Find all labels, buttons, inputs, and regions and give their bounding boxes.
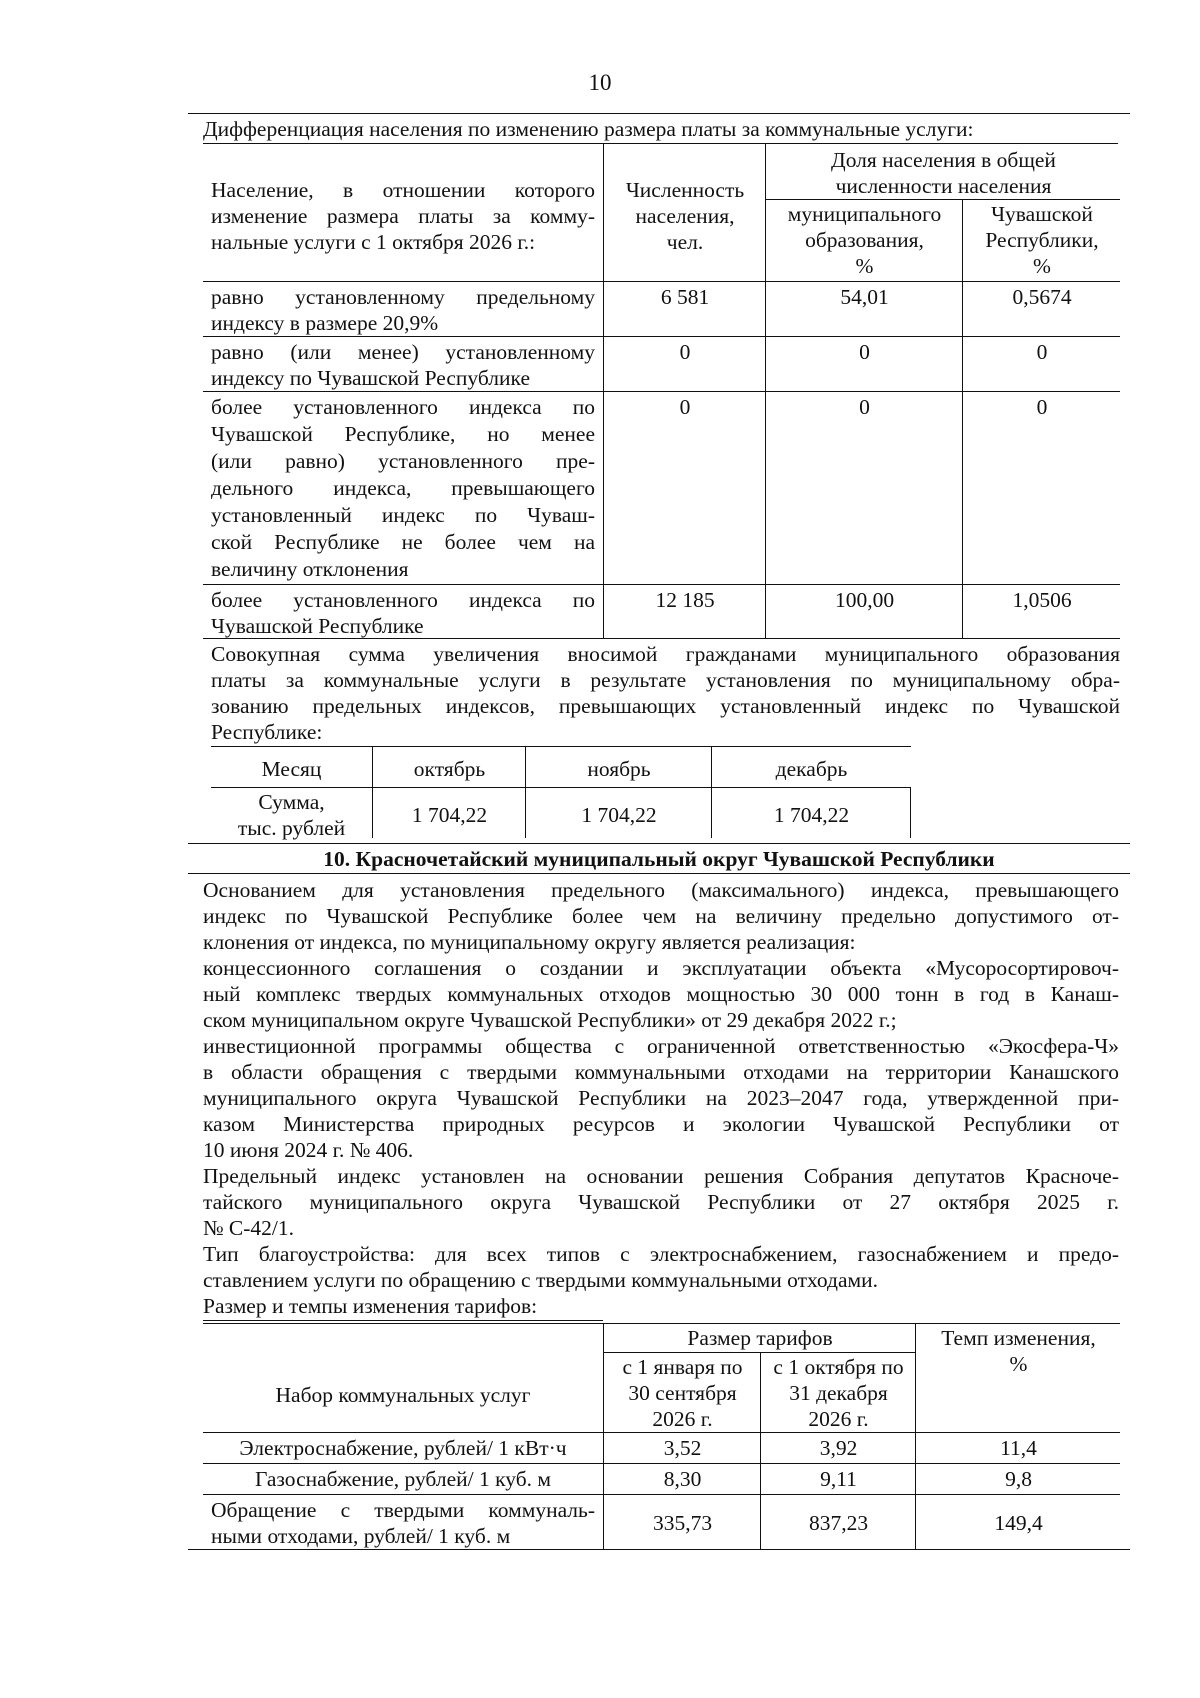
table1-row-chr: 0 <box>1036 395 1048 419</box>
table1-head-count-3: чел. <box>666 230 704 254</box>
table2-sum: 1 704,22 <box>581 803 657 827</box>
section-heading: 10. Красночетайский муниципальный округ Чувашской Республики <box>323 847 995 871</box>
table1-head-mun-3: % <box>855 254 874 278</box>
table1-row-mun: 0 <box>859 340 870 364</box>
table3-top-rule <box>203 1323 1120 1324</box>
table1-row-chr: 0,5674 <box>1012 285 1072 309</box>
table3-row-p2: 3,92 <box>819 1436 858 1460</box>
table3-head-period1: 30 сентября <box>628 1381 737 1405</box>
table1-row-label: равно установленному предельному <box>211 285 595 309</box>
body-line: Предельный индекс установлен на основании решения Собрания депутатов Красноче- <box>203 1164 1119 1188</box>
table1-row-chr: 1,0506 <box>1012 588 1072 612</box>
body-line: Тип благоустройства: для всех типов с электроснабжением, газоснабжением и предо- <box>203 1242 1119 1266</box>
body-line: индекс по Чувашской Республике более чем на величину предельно допустимого от- <box>203 904 1119 928</box>
table1-row-rule <box>203 584 1120 585</box>
table1-row-label: ской Республике не более чем на <box>211 530 595 554</box>
table3-row-label: ными отходами, рублей/ 1 куб. м <box>211 1524 511 1548</box>
body-line: ставлением услуги по обращению с твердыми коммунальными отходами. <box>203 1268 879 1292</box>
total-text-line: Республике: <box>211 720 323 744</box>
table3-col-rule <box>760 1352 761 1549</box>
body-line: муниципального округа Чувашской Республики на 2023–2047 года, утвержденной при- <box>203 1086 1119 1110</box>
table3-head-period1: 2026 г. <box>652 1407 713 1431</box>
body-line: инвестиционной программы общества с ограниченной ответственностью «Экосфера-Ч» <box>203 1034 1119 1058</box>
table1-row-count: 12 185 <box>655 588 715 612</box>
table2-sum-label: Сумма, <box>258 790 325 814</box>
table3-col-rule <box>603 1323 604 1549</box>
table1-head-share-1: Доля населения в общей <box>831 148 1056 172</box>
table3-bottom-rule <box>188 1549 1130 1550</box>
table2-month: ноябрь <box>587 757 651 781</box>
table2-col-rule <box>910 787 911 838</box>
table2-top-rule <box>211 746 911 747</box>
body-line: тайского муниципального округа Чувашской Республики от 27 октября 2025 г. <box>203 1190 1119 1214</box>
table1-row-label: Чувашской Республике, но менее <box>211 422 595 446</box>
table1-head-mun-1: муниципального <box>787 202 942 226</box>
table1-head-population-3: нальные услуги с 1 октября 2026 г.: <box>211 230 536 254</box>
table2-month: декабрь <box>775 757 848 781</box>
body-line: Размер и темпы изменения тарифов: <box>203 1294 538 1318</box>
table1-col-rule <box>603 143 604 638</box>
table1-row-mun: 100,00 <box>834 588 895 612</box>
table1-head-subrule <box>765 199 1120 200</box>
table3-row-label: Обращение с твердыми коммуналь- <box>211 1498 595 1522</box>
table1-row-label: более установленного индекса по <box>211 588 595 612</box>
table1-row-count: 0 <box>679 395 691 419</box>
table1-row-label: индексу в размере 20,9% <box>211 311 439 335</box>
table1-row-chr: 0 <box>1036 340 1048 364</box>
body-line: 10 июня 2024 г. № 406. <box>203 1138 414 1162</box>
table1-row-mun: 0 <box>859 395 870 419</box>
body-line: в области обращения с твердыми коммунальными отходами на территории Канашского <box>203 1060 1119 1084</box>
table3-head-period2: 2026 г. <box>808 1407 869 1431</box>
table1-head-count-1: Численность <box>625 178 745 202</box>
table1-row-mun: 54,01 <box>840 285 889 309</box>
table1-top-rule <box>188 113 1130 114</box>
body-line: концессионного соглашения о создании и эксплуатации объекта «Мусоросортировоч- <box>203 956 1119 980</box>
table3-row-rule <box>203 1494 1120 1495</box>
table1-row-count: 0 <box>679 340 691 364</box>
section-top-rule <box>188 843 1130 844</box>
table1-head-share-2: численности населения <box>835 174 1052 198</box>
table1-head-population-1: Население, в отношении которого <box>211 178 595 202</box>
table3-head-service: Набор коммунальных услуг <box>275 1383 531 1407</box>
table3-row-p2: 9,11 <box>820 1467 857 1491</box>
table3-col-rule <box>915 1323 916 1549</box>
table1-row-label: более установленного индекса по <box>211 395 595 419</box>
table3-head-rate: Темп изменения, <box>941 1326 1096 1350</box>
table3-row-rate: 149,4 <box>994 1511 1043 1535</box>
table1-row-rule <box>203 281 1120 282</box>
table1-row-rule <box>203 391 1120 392</box>
table1-row-label: Чувашской Республике <box>211 614 424 638</box>
total-text-line: зованию предельных индексов, превышающих установленный индекс по Чувашской <box>211 694 1120 718</box>
body-last-underline <box>203 1320 603 1321</box>
table1-caption: Дифференциация населения по изменению размера платы за коммунальные услуги: <box>203 117 974 141</box>
table1-head-chr-1: Чувашской <box>991 202 1093 226</box>
table1-caption-underline <box>203 143 1118 144</box>
table3-head-size: Размер тарифов <box>687 1326 833 1350</box>
table3-row-label: Электроснабжение, рублей/ 1 кВт·ч <box>239 1436 567 1460</box>
table3-row-rate: 11,4 <box>1000 1436 1037 1460</box>
table2-sum-label: тыс. рублей <box>237 816 346 840</box>
table1-head-population-2: изменение размера платы за комму- <box>211 204 595 228</box>
table1-head-chr-2: Республики, <box>985 228 1099 252</box>
table3-head-period2: 31 декабря <box>789 1381 888 1405</box>
total-text-line: платы за коммунальные услуги в результате установления по муниципальному обра- <box>211 668 1120 692</box>
table3-head-period1: с 1 января по <box>622 1355 743 1379</box>
body-line: клонения от индекса, по муниципальному округу является реализация: <box>203 930 856 954</box>
table3-row-label: Газоснабжение, рублей/ 1 куб. м <box>255 1467 551 1491</box>
table3-head-rate: % <box>1009 1352 1028 1376</box>
page-number: 10 <box>588 70 612 95</box>
table2-month: октябрь <box>413 757 486 781</box>
table3-row-p1: 335,73 <box>652 1511 713 1535</box>
table3-row-p1: 8,30 <box>663 1467 702 1491</box>
section-bottom-rule <box>188 873 1130 874</box>
body-line: Основанием для установления предельного (максимального) индекса, превышающего <box>203 878 1119 902</box>
table1-col-rule <box>962 199 963 638</box>
table2-sum: 1 704,22 <box>773 803 850 827</box>
table1-row-count: 6 581 <box>660 285 710 309</box>
body-line: ском муниципальном округе Чувашской Республики» от 29 декабря 2022 г.; <box>203 1008 897 1032</box>
body-line: казом Министерства природных ресурсов и экологии Чувашской Республики от <box>203 1112 1119 1136</box>
table1-col-rule <box>765 143 766 638</box>
body-line: ный комплекс твердых коммунальных отходов мощностью 30 000 тонн в год в Канаш- <box>203 982 1119 1006</box>
table2-col-rule <box>525 746 526 838</box>
table1-row-label: (или равно) установленного пре- <box>211 449 595 473</box>
table1-head-count-2: населения, <box>635 204 735 228</box>
table2-sum: 1 704,22 <box>411 803 488 827</box>
table3-row-rule <box>203 1432 1120 1433</box>
table1-head-mun-2: образования, <box>805 228 924 252</box>
table1-head-chr-3: % <box>1033 254 1051 278</box>
table1-row-label: дельного индекса, превышающего <box>211 476 595 500</box>
total-text-line: Совокупная сумма увеличения вносимой гражданами муниципального образования <box>211 642 1120 666</box>
table1-row-label: установленный индекс по Чуваш- <box>211 503 595 527</box>
table2-mid-rule <box>211 787 911 788</box>
table2-col-rule <box>372 746 373 838</box>
table1-row-label: индексу по Чувашской Республике <box>211 366 530 390</box>
body-line: № С-42/1. <box>203 1216 294 1240</box>
table2-head-month: Месяц <box>261 757 322 781</box>
table3-row-rule <box>203 1463 1120 1464</box>
table1-row-rule <box>203 336 1120 337</box>
table3-head-period2: с 1 октября по <box>773 1355 904 1379</box>
table1-row-label: величину отклонения <box>211 557 409 581</box>
table1-row-label: равно (или менее) установленному <box>211 340 595 364</box>
table3-row-rate: 9,8 <box>1005 1467 1032 1491</box>
table2-col-rule <box>711 746 712 838</box>
table3-row-p1: 3,52 <box>663 1436 702 1460</box>
table3-row-p2: 837,23 <box>808 1511 869 1535</box>
